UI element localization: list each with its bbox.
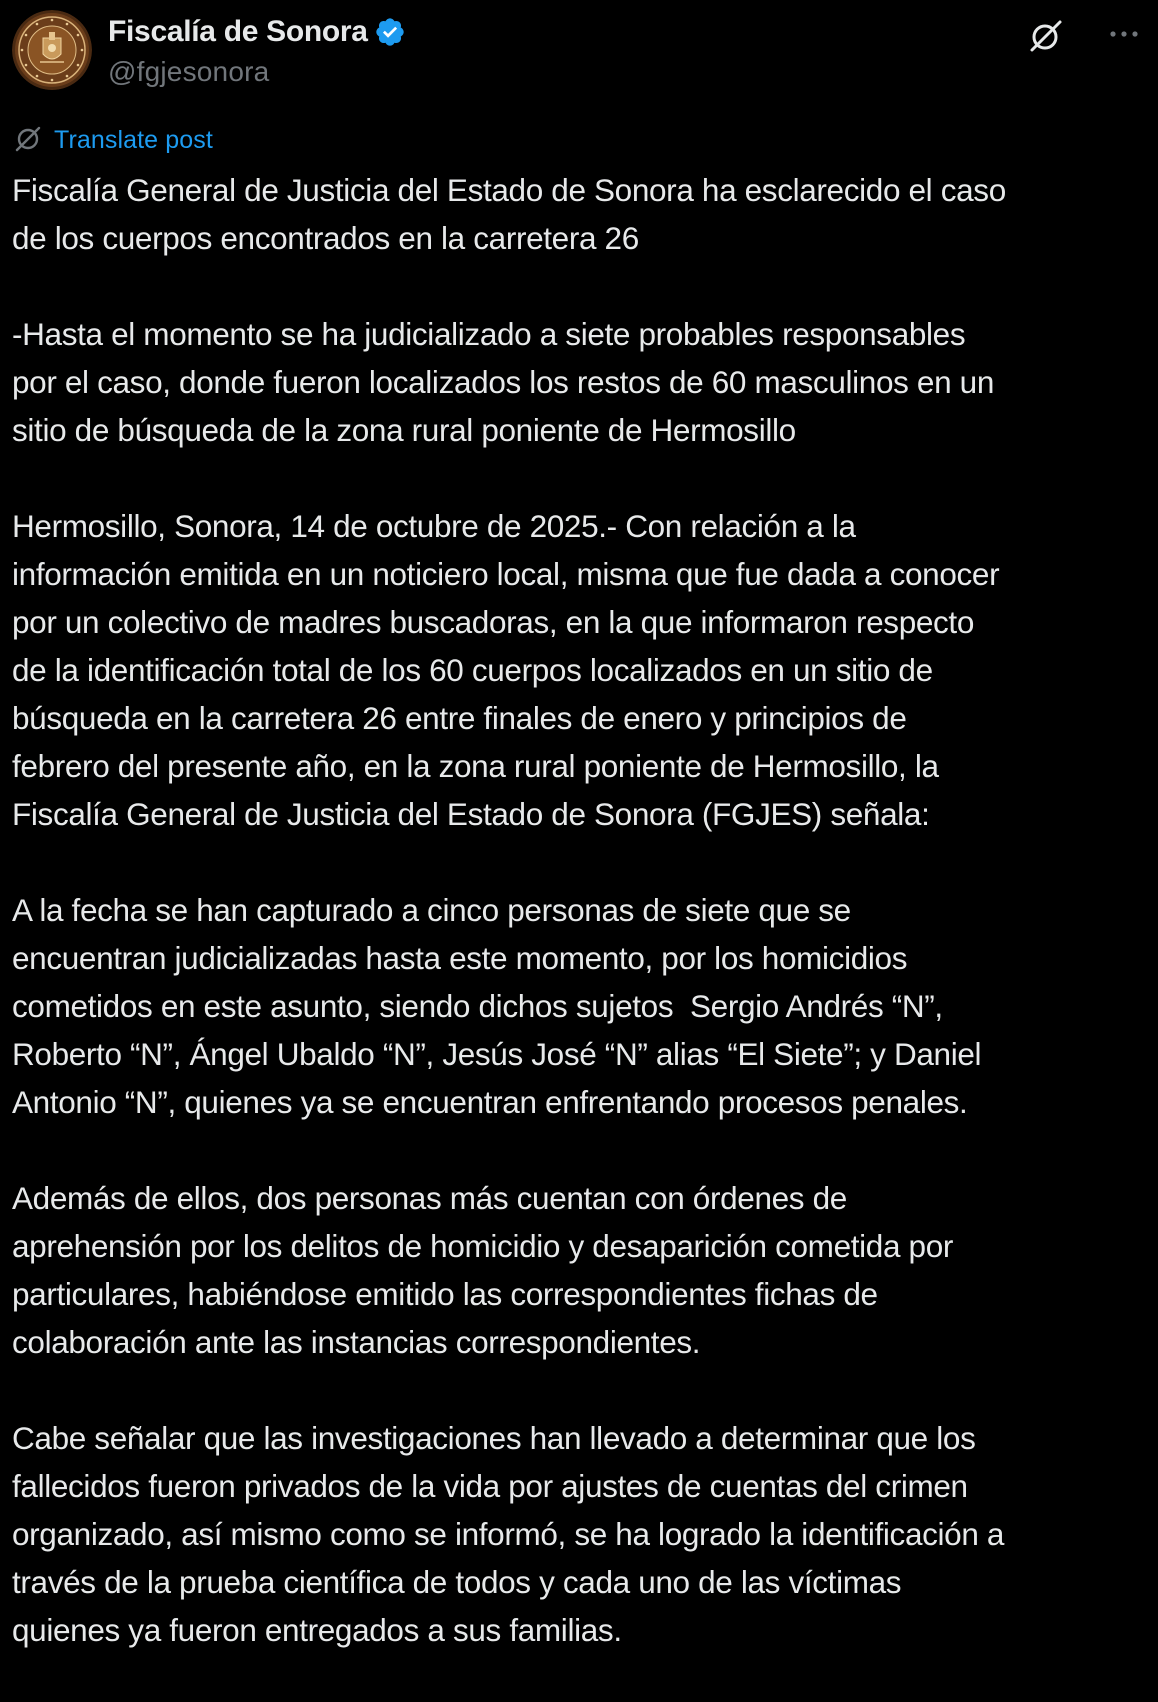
display-name[interactable]: Fiscalía de Sonora xyxy=(108,15,368,48)
text-line: sitio de búsqueda de la zona rural poniente de Hermosillo xyxy=(12,412,796,448)
display-name-row xyxy=(108,12,406,52)
avatar[interactable] xyxy=(12,10,92,90)
paragraph xyxy=(12,166,1152,262)
text-line: Roberto “N”, Ángel Ubaldo “N”, Jesús José “N” alias “El Siete”; y Daniel xyxy=(12,1036,982,1072)
translate-icon xyxy=(14,124,42,157)
text-line: Fiscalía General de Justicia del Estado de Sonora ha esclarecido el caso xyxy=(12,172,1006,208)
text-line: Además de ellos, dos personas más cuentan con órdenes de xyxy=(12,1180,847,1216)
text-line: por el caso, donde fueron localizados los restos de 60 masculinos en un xyxy=(12,364,995,400)
text-line: Cabe señalar que las investigaciones han llevado a determinar que los xyxy=(12,1420,976,1456)
text-line: por un colectivo de madres buscadoras, en la que informaron respecto xyxy=(12,604,975,640)
text-line: quienes ya fueron entregados a sus familias. xyxy=(12,1612,622,1648)
handle[interactable]: @fgjesonora xyxy=(108,56,270,87)
paragraph xyxy=(12,310,1152,454)
paragraph xyxy=(12,886,1152,1126)
text-line: colaboración ante las instancias correspondientes. xyxy=(12,1324,701,1360)
text-line: A la fecha se han capturado a cinco personas de siete que se xyxy=(12,892,851,928)
post-text xyxy=(12,166,1152,1702)
post-header xyxy=(12,10,1146,92)
text-line: través de la prueba científica de todos y cada uno de las víctimas xyxy=(12,1564,902,1600)
translate-label[interactable]: Translate post xyxy=(54,126,213,154)
text-line: información emitida en un noticiero local, misma que fue dada a conocer xyxy=(12,556,1000,592)
text-line: de los cuerpos encontrados en la carretera 26 xyxy=(12,220,639,256)
text-line: -Hasta el momento se ha judicializado a siete probables responsables xyxy=(12,316,966,352)
text-line: febrero del presente año, en la zona rural poniente de Hermosillo, la xyxy=(12,748,939,784)
text-line: de la identificación total de los 60 cuerpos localizados en un sitio de xyxy=(12,652,933,688)
text-line: fallecidos fueron privados de la vida por ajustes de cuentas del crimen xyxy=(12,1468,968,1504)
text-line: cometidos en este asunto, siendo dichos sujetos Sergio Andrés “N”, xyxy=(12,988,943,1024)
text-line: Fiscalía General de Justicia del Estado de Sonora (FGJES) señala: xyxy=(12,796,930,832)
text-line: Antonio “N”, quienes ya se encuentran enfrentando procesos penales. xyxy=(12,1084,968,1120)
author-names xyxy=(108,12,406,88)
text-line: particulares, habiéndose emitido las correspondientes fichas de xyxy=(12,1276,878,1312)
more-options-icon[interactable] xyxy=(1102,14,1146,58)
translate-post-link[interactable] xyxy=(14,124,213,157)
agency-seal-avatar xyxy=(12,10,92,90)
text-line: encuentran judicializadas hasta este momento, por los homicidios xyxy=(12,940,908,976)
grok-icon[interactable] xyxy=(1024,14,1068,58)
verified-badge-icon[interactable] xyxy=(374,16,406,48)
paragraph xyxy=(12,1174,1152,1366)
paragraph xyxy=(12,502,1152,838)
text-line: aprehensión por los delitos de homicidio y desaparición cometida por xyxy=(12,1228,954,1264)
text-line: organizado, así mismo como se informó, se ha logrado la identificación a xyxy=(12,1516,1005,1552)
text-line: Hermosillo, Sonora, 14 de octubre de 2025.- Con relación a la xyxy=(12,508,856,544)
paragraph xyxy=(12,1414,1152,1654)
text-line: búsqueda en la carretera 26 entre finales de enero y principios de xyxy=(12,700,907,736)
